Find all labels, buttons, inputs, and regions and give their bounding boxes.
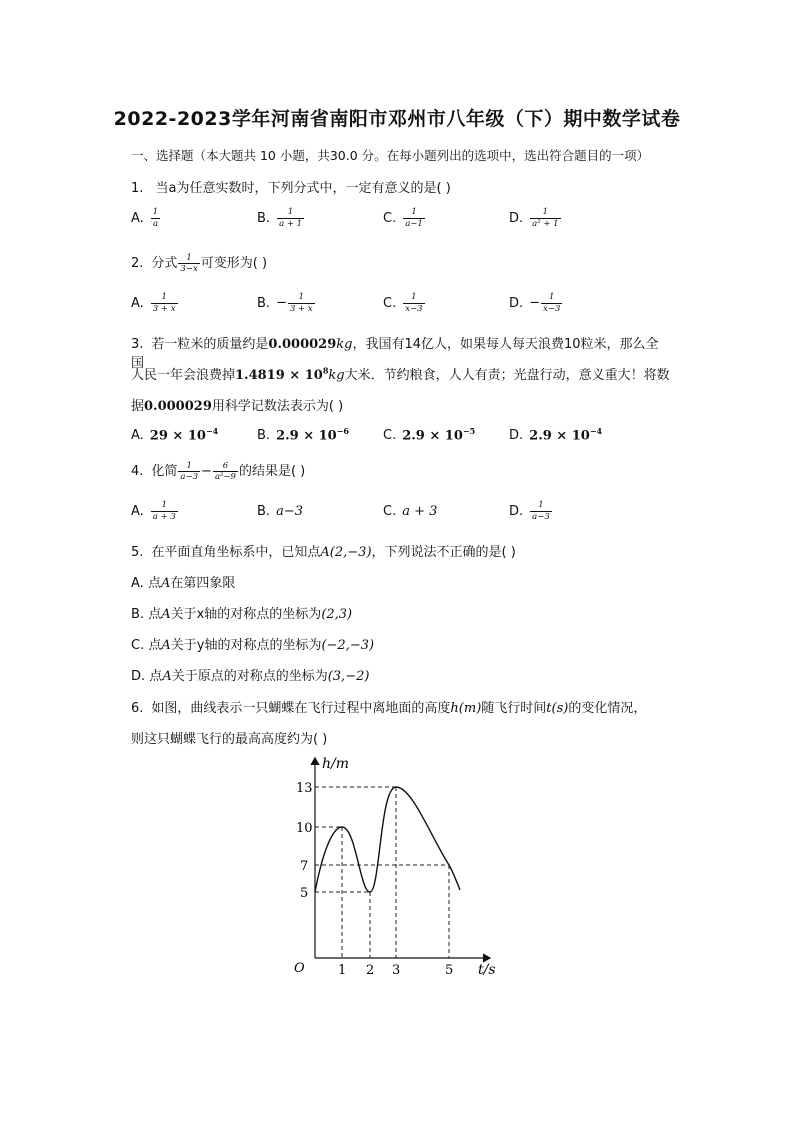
q4-option-d: D. $\frac{1}{a-3}$ [509,500,550,522]
x-tick-3: 3 [392,963,401,978]
question-6-line2: 则这只蝴蝶飞行的最高高度约为( ) [131,732,328,747]
q1-option-b: B. $\frac{1}{a + 1}$ [257,207,303,229]
q3-option-d: D. $2.9 \times 10^{-4}$ [509,426,603,444]
page-title: 2022-2023学年河南省南阳市邓州市八年级（下）期中数学试卷 [113,108,681,130]
y-tick-13: 13 [296,781,313,796]
y-tick-10: 10 [296,821,313,836]
flight-curve [315,787,460,892]
question-3: 3. 若一粒米的质量约是0.000029kg，我国有14亿人，如果每人每天浪费10粒米，那么全国 [131,337,659,371]
y-tick-5: 5 [300,886,309,901]
question-1 [131,177,451,196]
question-4: 4. 化简 $\frac{1}{a-3}$ − $\frac{6}{\text{a²−9}}$ 的结果是( ) [131,460,306,482]
q2-option-b: B. − $\frac{1}{3 + x}$ [257,292,313,314]
question-3-line2: 人民一年会浪费掉$1.4819 \times 10^8kg$大米．节约粮食，人人有责；光盘行动，意义重大！将数 [131,365,670,383]
question-text: 当a为任意实数时，下列分式中，一定有意义的是( ) [155,181,451,196]
q1-option-d: D. $\frac{1}{\text{a² + 1}}$ [509,207,559,229]
q2-option-a: A. $\frac{1}{3 + x}$ [131,292,176,314]
q1-option-c: C. $\frac{1}{a-1}$ [383,207,423,229]
x-tick-5: 5 [445,963,454,978]
q1-option-a: A. $\frac{1}{a}$ [131,207,159,229]
question-6: 6. 如图，曲线表示一只蝴蝶在飞行过程中离地面的高度h(m)随飞行时间t(s)的变化情况， [131,701,647,716]
q5-option-b: B. 点A关于x轴的对称点的坐标为(2,3) [131,607,353,622]
section-header: 一、选择题（本大题共 10 小题，共30.0 分。在每小题列出的选项中，选出符合题目的一项） [131,148,650,163]
origin-label: O [294,961,305,976]
question-2: 2. 分式 $\frac{1}{3-x}$ 可变形为( ) [131,252,268,274]
x-tick-1: 1 [338,963,347,978]
y-tick-7: 7 [300,859,309,874]
question-number: 1. [131,181,144,196]
q4-option-b: B. a−3 [257,504,303,519]
q4-option-a: A. $\frac{1}{a + 3}$ [131,500,176,522]
q3-option-a: A. $29 \times 10^{-4}$ [131,426,219,444]
y-axis-label: h/m [322,756,350,772]
q3-option-c: C. $2.9 \times 10^{-5}$ [383,426,476,444]
height-time-graph [280,750,520,985]
x-tick-2: 2 [366,963,375,978]
x-axis-label: t/s [478,962,496,978]
q5-option-d: D. 点A关于原点的对称点的坐标为(3,−2) [131,669,370,684]
q4-option-c: C. a + 3 [383,504,438,519]
question-3-line3: 据0.000029用科学记数法表示为( ) [131,399,344,414]
q5-option-c: C. 点A关于y轴的对称点的坐标为(−2,−3) [131,638,375,653]
q5-option-a: A. 点A在第四象限 [131,576,236,591]
q2-option-d: D. − $\frac{1}{x-3}$ [509,292,561,314]
q3-option-b: B. $2.9 \times 10^{-6}$ [257,426,349,444]
q2-option-c: C. $\frac{1}{x-3}$ [383,292,423,314]
question-5: 5. 在平面直角坐标系中，已知点A(2,−3)，下列说法不正确的是( ) [131,545,516,560]
